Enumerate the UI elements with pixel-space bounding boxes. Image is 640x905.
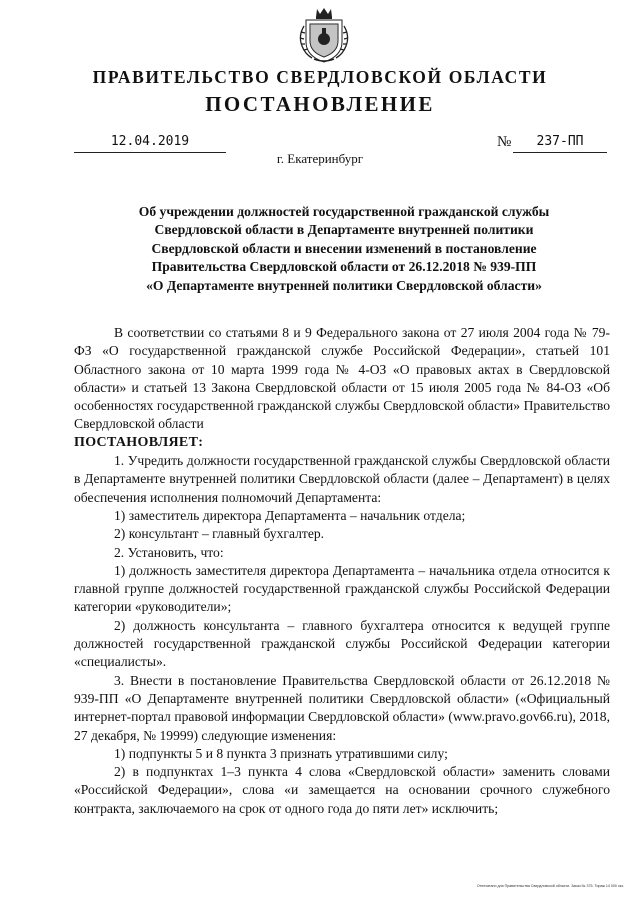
body-paragraph: 1) должность заместителя директора Департамента – начальника отдела относится к главной группе должностей государственной гражданской службы Российской Федерации категории «руководители»; bbox=[74, 562, 610, 615]
preamble-paragraph: В соответствии со статьями 8 и 9 Федерального закона от 27 июля 2004 года № 79-ФЗ «О государственной гражданской службе Российской Федерации», статьей 101 Областного закона от 10 марта 1999 года № 4-ОЗ «О правовых актах в Свердловской области» и статьей 13 Закона Свердловской области от 15 июля 2005 года № 84-ОЗ «Об особенностях государственной гражданской службы Свердловской области» Правительство Свердловской области bbox=[74, 325, 610, 432]
body-paragraph: 1. Учредить должности государственной гражданской службы Свердловской области в Департаменте внутренней политики Свердловской области (далее – Департамент) в целях обеспечения исполнения полномочий Департамента: bbox=[74, 453, 610, 505]
coat-of-arms-emblem bbox=[296, 6, 352, 64]
body-paragraph: 2) в подпунктах 1–3 пункта 4 слова «Свердловской области» заменить словами «Российской Федерации», слова «и замещается на основании срочного служебного контракта, заключаемого на срок от одного года до пяти лет» исключить; bbox=[74, 764, 610, 816]
body-paragraph: 1) подпункты 5 и 8 пункта 3 признать утратившими силу; bbox=[114, 745, 448, 761]
body-paragraph: 2) должность консультанта – главного бухгалтера относится к ведущей группе должностей государственной гражданской службы Российской Федерации категории «специалисты». bbox=[74, 617, 610, 670]
document-date: 12.04.2019 bbox=[74, 134, 226, 153]
decree-heading: ПОСТАНОВЛЯЕТ: bbox=[74, 434, 204, 450]
government-title: ПРАВИТЕЛЬСТВО СВЕРДЛОВСКОЙ ОБЛАСТИ bbox=[92, 67, 548, 87]
subject-line: Свердловской области в Департаменте внутренней политики bbox=[154, 222, 534, 238]
body-paragraph: 2. Установить, что: bbox=[114, 544, 224, 560]
subject-line: Об учреждении должностей государственной гражданской службы bbox=[138, 204, 550, 219]
issue-city: г. Екатеринбург bbox=[276, 151, 364, 166]
subject-line: «О Департаменте внутренней политики Свердловской области» bbox=[146, 277, 542, 293]
body-paragraph: 3. Внести в постановление Правительства Свердловской области от 26.12.2018 № 939-ПП «О Департаменте внутренней политики Свердловской области» («Официальный интернет-портал правовой информации Свердловской области» (www.pravo.gov66.ru), 2018, 27 декабря, № 19999) следующие изменения: bbox=[74, 672, 610, 743]
document-type-title: ПОСТАНОВЛЕНИЕ bbox=[205, 92, 435, 116]
subject-line: Свердловской области и внесении изменений в постановление bbox=[151, 240, 537, 256]
body-paragraph: 2) консультант – главный бухгалтер. bbox=[114, 526, 325, 542]
print-note: Отпечатано для Правительства Свердловской области. Заказ № 375. Тираж 14 000 экз. bbox=[476, 884, 624, 888]
document-subject bbox=[96, 203, 592, 295]
document-number: 237-ПП bbox=[513, 134, 607, 153]
document-body bbox=[74, 324, 610, 818]
document-number-label: № bbox=[497, 134, 512, 150]
body-paragraph: 1) заместитель директора Департамента – начальник отдела; bbox=[114, 507, 466, 523]
subject-line: Правительства Свердловской области от 26.12.2018 № 939-ПП bbox=[151, 259, 537, 275]
